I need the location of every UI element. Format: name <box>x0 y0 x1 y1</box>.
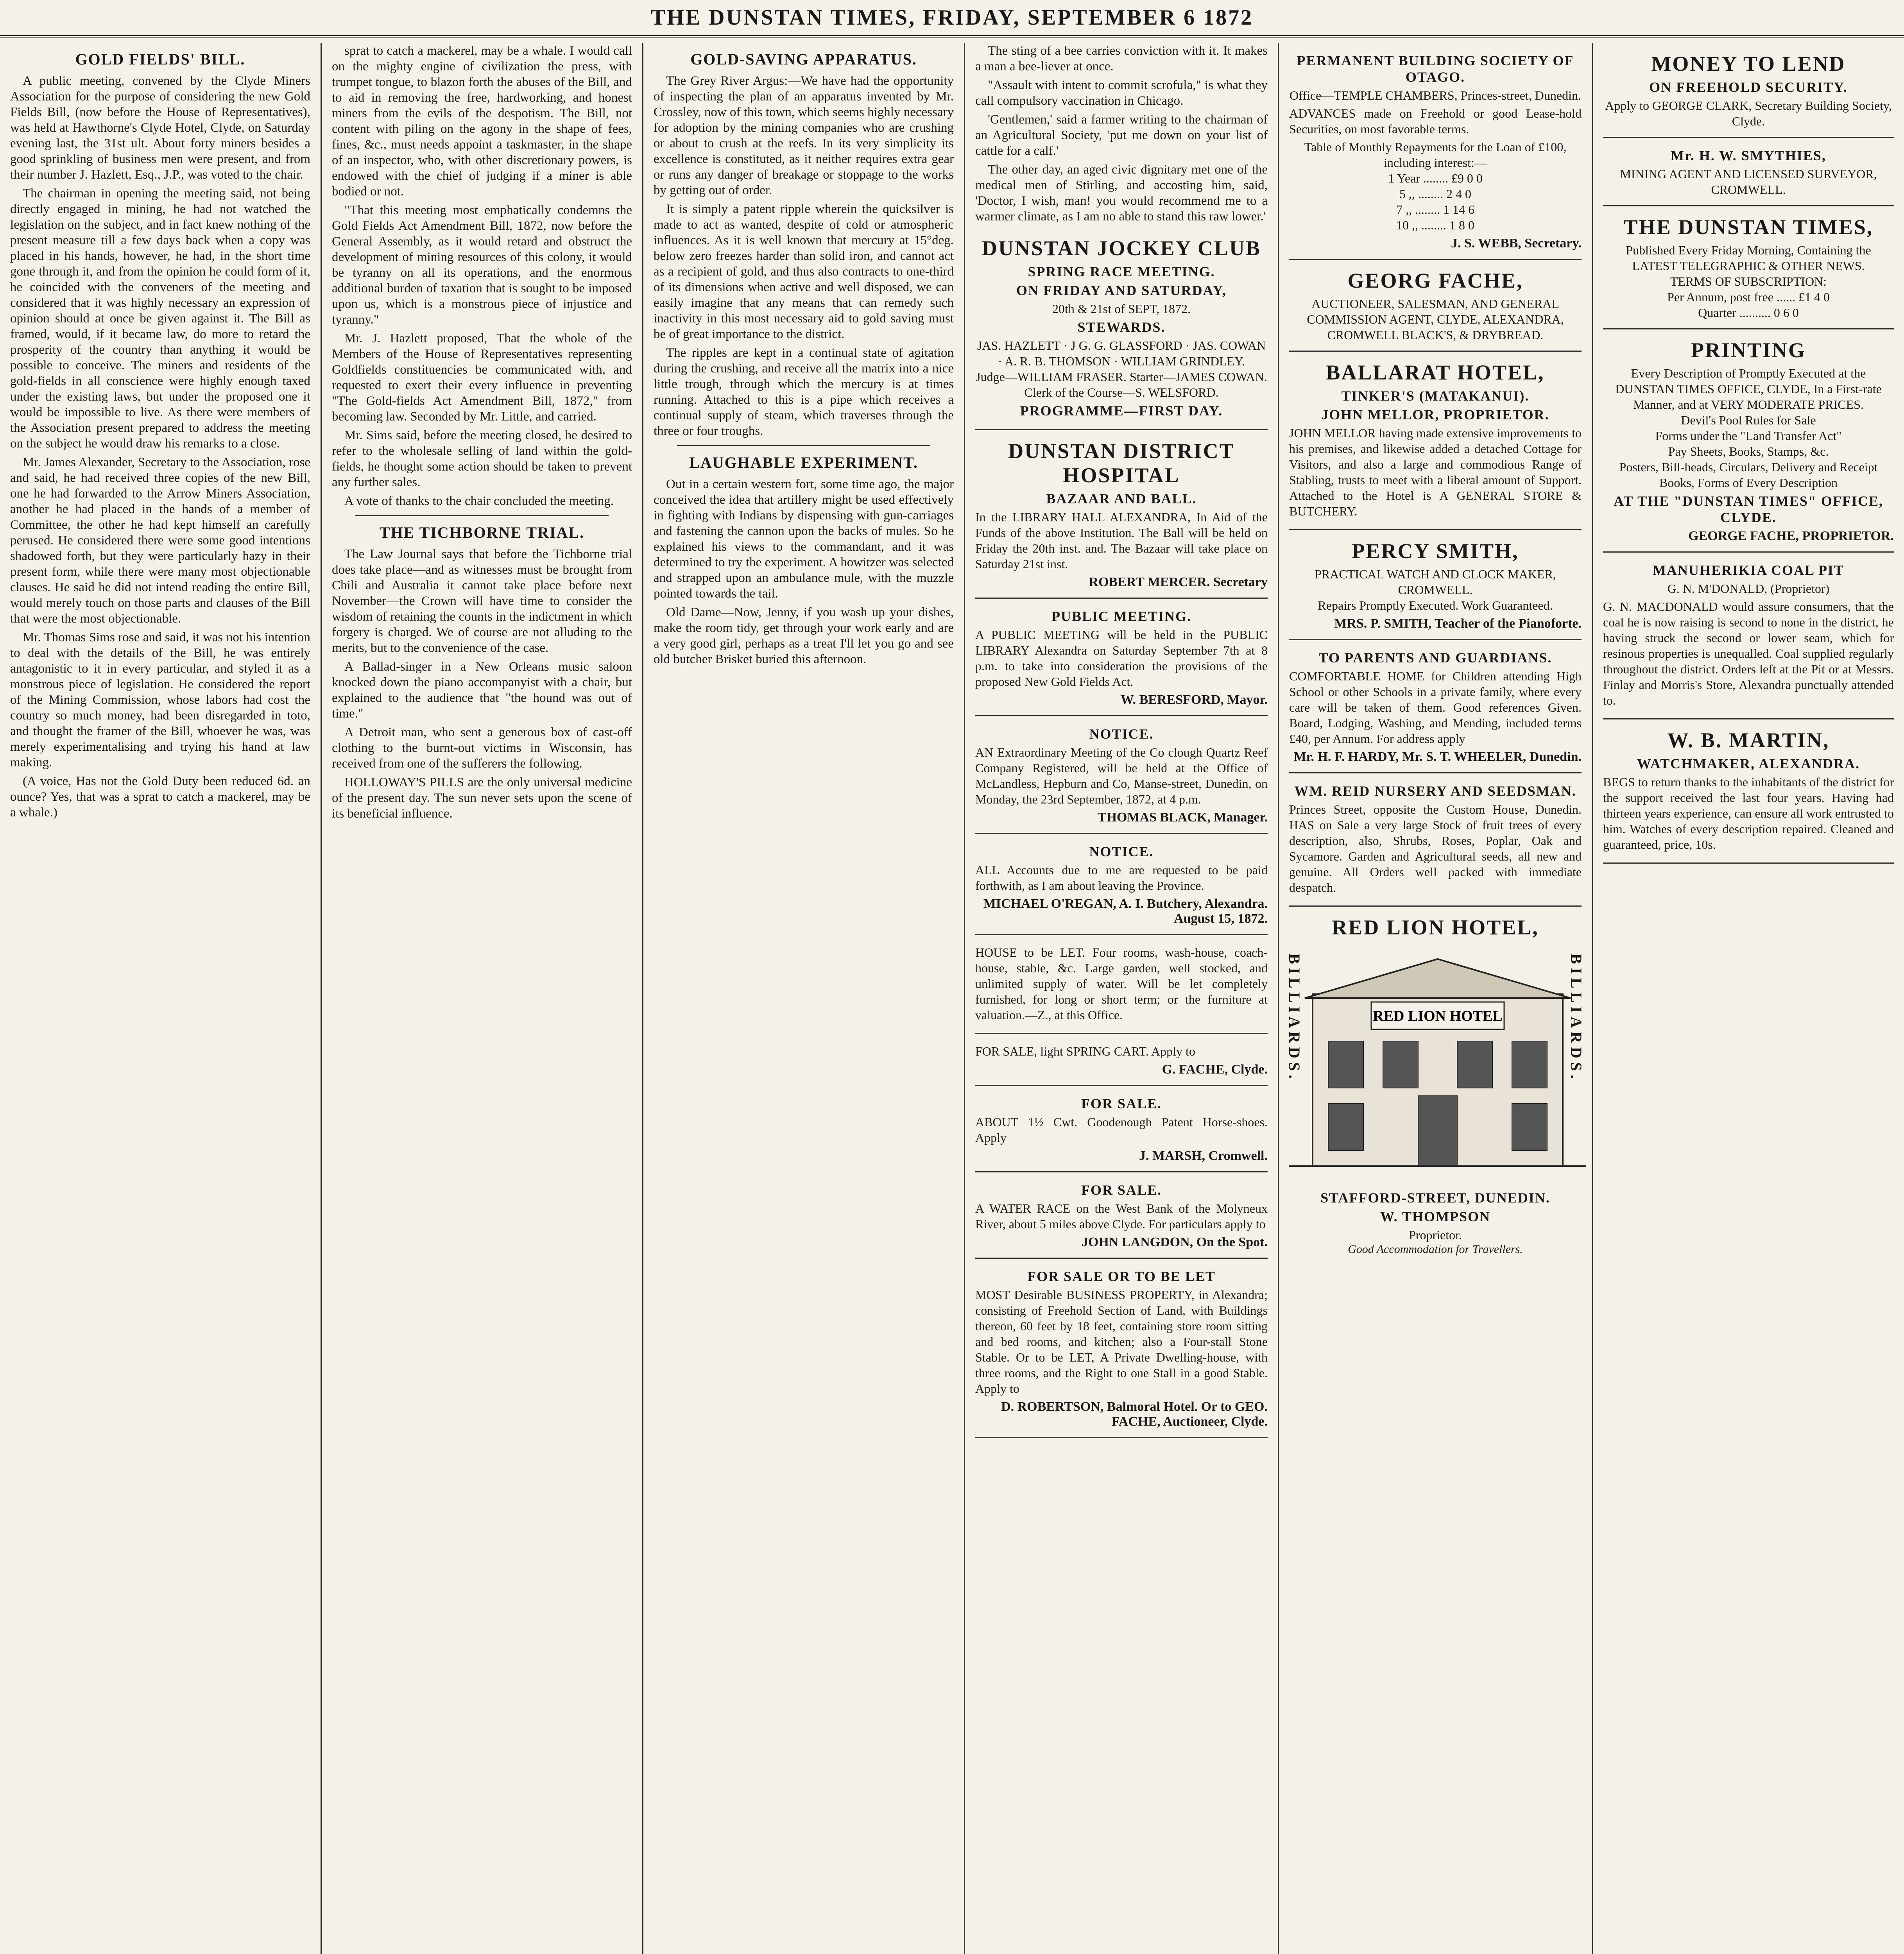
ad-body: ALL Accounts due to me are requested to be paid forthwith, as I am about leaving the Province. <box>975 863 1268 893</box>
divider <box>355 515 609 516</box>
hospital-ad <box>975 430 1268 599</box>
ad-heading: RED LION HOTEL, <box>1332 916 1539 939</box>
guardians-ad <box>1289 640 1582 773</box>
ad-subheading: ON FREEHOLD SECURITY. <box>1649 79 1848 95</box>
hotel-building-illustration <box>1289 947 1586 1182</box>
nursery-ad <box>1289 773 1582 907</box>
repayment-table-title: Table of Monthly Repayments for the Loan of £100, including interest:— <box>1304 140 1567 170</box>
hotel-engraving <box>1289 947 1586 1182</box>
ad-heading: FOR SALE. <box>1081 1182 1162 1198</box>
billiards-side-label: BILLIARDS. <box>1286 954 1303 1083</box>
ad-signature: J. MARSH, Cromwell. <box>1139 1149 1268 1163</box>
ad-body: COMFORTABLE HOME for Children attending High School or other Schools in a private family, where every care will be taken of them. Good references Given. Board, Lodging, Washing, and Mending, included terms £40, per Annum. For address apply <box>1289 669 1582 746</box>
ad-body: In the LIBRARY HALL ALEXANDRA, In Aid of the Funds of the above Institution. The Ball will be held on Friday the 20th inst. and. The Bazaar will take place on Saturday 21st inst. <box>975 510 1268 571</box>
article-paragraph: Mr. James Alexander, Secretary to the Association, rose and said, he had received three copies of the new Bill, one he had forwarded to the Arrow Miners Association, another he had placed in the hands of a member of Committee, the other he had kept himself an carefully perused. He considered there were some good intentions shadowed forth, but they were particularly hazy in their present form, while there were many most objectionable clauses. He said he did not intend reading the entire Bill, would merely touch on those parts and clauses of the Bill that were the most objectionable. <box>10 455 310 626</box>
article-paragraph: "Assault with intent to commit scrofula," is what they call compulsory vaccination in Chicago. <box>975 78 1268 108</box>
ad-body: Princes Street, opposite the Custom House, Dunedin. HAS on Sale a very large Stock of fruit trees of every description, also, Shrubs, Roses, Poplar, Oak and Sycamore. Garden and Agricultural seeds, all new and genuine. All Orders well packed with immediate despatch. <box>1289 802 1582 895</box>
article-title: THE TICHBORNE TRIAL. <box>379 524 585 541</box>
public-meeting-ad <box>975 599 1268 716</box>
house-to-let-ad <box>975 935 1268 1034</box>
ad-body: AUCTIONEER, SALESMAN, AND GENERAL COMMISSION AGENT, CLYDE, ALEXANDRA, CROMWELL BLACK'S, & DRYBREAD. <box>1307 297 1564 342</box>
notice-ad <box>975 716 1268 834</box>
ad-subheading: BAZAAR AND BALL. <box>1046 491 1197 506</box>
subscription-row: Per Annum, post free ...... £1 4 0 <box>1667 290 1830 304</box>
ad-body: FOR SALE, light SPRING CART. Apply to <box>975 1044 1195 1058</box>
subscription-row: Quarter .......... 0 6 0 <box>1698 306 1799 320</box>
repayment-row: 1 Year ........ £9 0 0 <box>1388 171 1483 185</box>
repayment-row: 7 ,, ........ 1 14 6 <box>1396 202 1474 217</box>
ad-body: G. N. MACDONALD would assure consumers, that the coal he is now raising is second to none in the district, he having struck the second or lower seam, which for resinous properties is unequalled. Coal supplied regularly throughout the district. Orders left at the Pit or at Messrs. Finlay and Morris's Store, Alexandra punctually attended to. <box>1603 599 1894 707</box>
watchmaker-ad <box>1603 719 1894 864</box>
ad-body: AN Extraordinary Meeting of the Co clough Quartz Reef Company Registered, will be held at the Office of McLandless, Hepburn and Co, Manse-street, Dunedin, on Monday, the 23rd September, 1872, at 4 p.m. <box>975 745 1268 806</box>
ad-body: Every Description of Promptly Executed at the DUNSTAN TIMES OFFICE, CLYDE, In a First-rate Manner, and at VERY MODERATE PRICES. <box>1615 366 1882 412</box>
article-title: GOLD-SAVING APPARATUS. <box>690 50 917 68</box>
billiards-side-label: BILLIARDS. <box>1567 954 1585 1083</box>
ad-heading: W. B. MARTIN, <box>1667 728 1830 752</box>
article-paragraph: A Detroit man, who sent a generous box of cast-off clothing to the burnt-out victims in Wisconsin, has received from one of the sufferers the following. <box>332 725 632 771</box>
column-5 <box>1279 43 1592 1954</box>
dunstan-times-ad <box>1603 206 1894 329</box>
ad-signature: JOHN LANGDON, On the Spot. <box>1081 1235 1268 1249</box>
spring-cart-ad <box>975 1034 1268 1086</box>
ad-subheading: PRACTICAL WATCH AND CLOCK MAKER, CROMWELL. <box>1315 567 1556 597</box>
ad-footer: Good Accommodation for Travellers. <box>1348 1243 1523 1256</box>
column-2 <box>322 43 642 1954</box>
ad-body: Published Every Friday Morning, Containing the LATEST TELEGRAPHIC & OTHER NEWS. <box>1626 243 1871 273</box>
ad-signature: Mr. H. F. HARDY, Mr. S. T. WHEELER, Dunedin. <box>1293 750 1582 764</box>
ad-body: Repairs Promptly Executed. Work Guaranteed. <box>1318 598 1553 612</box>
ad-signature: MICHAEL O'REGAN, A. I. Butchery, Alexandra. August 15, 1872. <box>983 896 1268 926</box>
column-1 <box>0 43 321 1954</box>
red-lion-hotel-ad <box>1286 907 1585 1264</box>
money-to-lend-ad <box>1603 43 1894 138</box>
article-paragraph: The other day, an aged civic dignitary met one of the medical men of Stirling, and accosting him, said, 'Doctor, I wish, man! you would recommend me to a warmer climate, as I am no able to stand this raw lower.' <box>975 163 1268 224</box>
article-paragraph: Old Dame—Now, Jenny, if you wash up your dishes, make the room tidy, get through your work early and are a very good girl, perhaps as a treat I'll let you go and see old butcher Brisket buried this afternoon. <box>654 605 954 666</box>
ad-body: ABOUT 1½ Cwt. Goodenough Patent Horse-shoes. Apply <box>975 1115 1268 1145</box>
ad-heading: TO PARENTS AND GUARDIANS. <box>1318 650 1552 666</box>
surveyor-ad <box>1603 138 1894 206</box>
building-society-ad <box>1289 43 1582 260</box>
ad-heading: WM. REID NURSERY AND SEEDSMAN. <box>1294 783 1576 799</box>
article-paragraph: Mr. Thomas Sims rose and said, it was not his intention to deal with the details of the Bill, he was entirely antagonistic to it in every particular, and styled it as a monstrous piece of legislation. He considered the report of the Mining Commission, whose labors had cost the country so much money, had been disregarded in toto, and thought the framer of the Bill, whoever he was, was merely experimentalising and trying his hand at law making. <box>10 630 310 769</box>
for-sale-ad <box>975 1172 1268 1259</box>
ad-heading: NOTICE. <box>1089 726 1154 742</box>
ad-signature: J. S. WEBB, Secretary. <box>1451 236 1582 251</box>
ad-address: Office—TEMPLE CHAMBERS, Princes-street, Dunedin. <box>1290 88 1581 102</box>
article-paragraph: The ripples are kept in a continual state of agitation during the crushing, and receive all the matrix into a nice little trough, through which the mercury is at times running. Attached to this is a pipe which receives a continual supply of steam, which traverses through the three or four troughs. <box>654 346 954 438</box>
for-sale-ad <box>975 1086 1268 1172</box>
repayment-row: 5 ,, ........ 2 4 0 <box>1399 187 1471 201</box>
article-paragraph: (A voice, Has not the Gold Duty been reduced 6d. an ounce? Yes, that was a sprat to catch a mackerel, may be a whale.) <box>10 774 310 820</box>
ad-signature: W. BERESFORD, Mayor. <box>1120 692 1268 707</box>
ad-subheading: TINKER'S (MATAKANUI). <box>1341 388 1530 404</box>
programme-heading: PROGRAMME—FIRST DAY. <box>1020 403 1223 419</box>
ad-subheading: WATCHMAKER, ALEXANDRA. <box>1637 756 1860 771</box>
article-paragraph: The Law Journal says that before the Tichborne trial does take place—and as witnesses must be brought from Chili and Australia it cannot take place before next November—the Crown will have time to consider the wisdom of retaining the counts in the indictment in which forgery is charged. We of course are not alluding to the merits, but to the convenience of the case. <box>332 547 632 655</box>
ad-address: STAFFORD-STREET, DUNEDIN. <box>1320 1190 1550 1206</box>
coal-pit-ad <box>1603 553 1894 719</box>
ad-heading: THE DUNSTAN TIMES, <box>1623 215 1874 239</box>
article-paragraph: 'Gentlemen,' said a farmer writing to the chairman of an Agricultural Society, 'put me down on your list of cattle for a calf.' <box>975 113 1268 158</box>
ad-heading: DUNSTAN JOCKEY CLUB <box>982 236 1261 260</box>
ad-signature: ROBERT MERCER. Secretary <box>1089 575 1268 589</box>
ad-subheading: SPRING RACE MEETING. <box>1028 264 1215 279</box>
watchmaker-ad <box>1289 530 1582 640</box>
printing-list-item: Forms under the "Land Transfer Act" <box>1655 429 1842 443</box>
hotel-ad <box>1289 352 1582 530</box>
notice-ad <box>975 834 1268 935</box>
ad-heading: PRINTING <box>1691 338 1806 362</box>
ad-body: MOST Desirable BUSINESS PROPERTY, in Alexandra; consisting of Freehold Section of Land, with Buildings thereon, 60 feet by 18 feet, containing store room sitting and bed rooms, and kitchen; also a Four-stall Stone Stable. Or to be LET, A Private Dwelling-house, with three rooms, and the Right to one Stall in a good Stable. Apply to <box>975 1288 1268 1396</box>
ad-body: A WATER RACE on the West Bank of the Molyneux River, about 5 miles above Clyde. For particulars apply to <box>975 1201 1268 1231</box>
ad-proprietor-title: Proprietor. <box>1409 1228 1462 1242</box>
ad-subheading: STEWARDS. <box>1077 319 1166 335</box>
ad-signature: MRS. P. SMITH, Teacher of the Pianoforte. <box>1334 616 1582 631</box>
repayment-row: 10 ,, ........ 1 8 0 <box>1396 218 1474 232</box>
printing-list-item: AT THE "DUNSTAN TIMES" OFFICE, CLYDE. <box>1614 493 1883 525</box>
printing-list-item: Devil's Pool Rules for Sale <box>1681 413 1816 427</box>
article-title: GOLD FIELDS' BILL. <box>75 50 245 68</box>
ad-heading: FOR SALE. <box>1081 1096 1162 1111</box>
ad-heading: PERCY SMITH, <box>1352 539 1519 563</box>
ad-body: Apply to GEORGE CLARK, Secretary Building Society, Clyde. <box>1605 98 1892 128</box>
ad-dates: ON FRIDAY AND SATURDAY, <box>1016 283 1227 298</box>
printing-list-item: Pay Sheets, Books, Stamps, &c. <box>1668 444 1829 458</box>
hotel-sign-text: RED LION HOTEL <box>1373 1008 1503 1024</box>
ad-body: MINING AGENT AND LICENSED SURVEYOR, CROMWELL. <box>1620 167 1877 197</box>
article-paragraph: A public meeting, convened by the Clyde Miners Association for the purpose of considering the new Gold Fields Bill, (now before the House of Representatives), was held at Hawthorne's Clyde Hotel, Clyde, on Saturday evening last, the 31st ult. About forty miners besides a good sprinkling of business men were present, and from their number J. Hazlett, Esq., J.P., was voted to the chair. <box>10 74 310 182</box>
subscription-title: TERMS OF SUBSCRIPTION: <box>1670 274 1827 288</box>
article-paragraph: "That this meeting most emphatically condemns the Gold Fields Act Amendment Bill, 1872, now before the General Assembly, as it would retard and obstruct the development of mining resources of this colony, it would be tyranny on all its operations, and the enormous additional burden of taxation that is sought to be imposed upon us, which is a monstrous piece of injustice and tyranny." <box>332 203 632 327</box>
ad-heading: PERMANENT BUILDING SOCIETY OF OTAGO. <box>1297 53 1574 85</box>
ad-subheading: G. N. M'DONALD, (Proprietor) <box>1667 582 1830 596</box>
article-paragraph: The Grey River Argus:—We have had the opportunity of inspecting the plan of an apparatus invented by Mr. Crossley, now of this town, which seems highly necessary for adoption by the mining companies who are crushing or about to crush at the reefs. In its very simplicity its excellence is constituted, as it neither requires extra gear or runs any danger of breakage or stoppage to the works by getting out of order. <box>654 74 954 197</box>
ad-heading: DUNSTAN DISTRICT HOSPITAL <box>1008 439 1235 487</box>
ad-heading: NOTICE. <box>1089 844 1154 859</box>
jockey-club-ad <box>975 227 1268 430</box>
column-6 <box>1593 43 1904 1954</box>
ad-body: A PUBLIC MEETING will be held in the PUBLIC LIBRARY Alexandra on Saturday September 7th at 8 p.m. to take into consideration the provisions of the proposed New Gold Fields Act. <box>975 628 1268 689</box>
officials-list: Judge—WILLIAM FRASER. Starter—JAMES COWAN. Clerk of the Course—S. WELSFORD. <box>976 370 1267 399</box>
article-paragraph: It is simply a patent ripple wherein the quicksilver is made to act as wanted, despite of cold or atmospheric influences. As it is well known that mercury at 15°deg. below zero freezes harder than solid iron, and cannot act as a recipient of gold, and thus also contracts to one-third of its dimensions when active and well disposed, we can easily imagine that any means that can remedy such inactivity in this most necessary aid to gold saving must be of great importance to the district. <box>654 202 954 341</box>
article-title: LAUGHABLE EXPERIMENT. <box>689 454 918 471</box>
article-paragraph: Mr. Sims said, before the meeting closed, he desired to refer to the wholesale selling of land within the gold-fields, he thought some action should be taken to prevent any further sales. <box>332 428 632 489</box>
ad-body: JOHN MELLOR having made extensive improvements to his premises, and likewise added a detached Cottage for Visitors, and also a large and commodious Range of Stabling, trusts to meet with a liberal amount of Support. Attached to the Hotel is A GENERAL STORE & BUTCHERY. <box>1289 426 1582 518</box>
ad-signature: D. ROBERTSON, Balmoral Hotel. Or to GEO. FACHE, Auctioneer, Clyde. <box>1001 1399 1268 1429</box>
printing-list-item: Posters, Bill-heads, Circulars, Delivery and Receipt Books, Forms of Every Description <box>1619 460 1878 490</box>
article-paragraph: sprat to catch a mackerel, may be a whale. I would call on the mighty engine of civilization the press, with trumpet tongue, to blazon forth the abuses of the Bill, and to aid in removing the free, hardworking, and honest miners from the evils of the despotism. The Bill, not content with piling on the agony in the shape of fees, fines, &c., must needs appoint a taskmaster, in the shape of an inspector, who, with other discretionary powers, is endowed with the chief of judging if a miner is able bodied or not. <box>332 44 632 199</box>
masthead: THE DUNSTAN TIMES, FRIDAY, SEPTEMBER 6 1872 <box>0 0 1904 38</box>
article-paragraph: A vote of thanks to the chair concluded the meeting. <box>344 494 614 508</box>
ad-heading: GEORG FACHE, <box>1347 269 1523 292</box>
article-paragraph: Out in a certain western fort, some time ago, the major conceived the idea that artillery might be used effectively in fighting with Indians by dispensing with gun-carriages and fastening the cannon upon the backs of mules. So he explained his views to the commandant, and it was determined to try the experiment. A howitzer was selected and strapped upon an ambulance mule, with the muzzle pointed towards the tail. <box>654 477 954 601</box>
column-4 <box>965 43 1278 1954</box>
ad-body: ADVANCES made on Freehold or good Lease-hold Securities, on most favorable terms. <box>1289 106 1582 136</box>
article-paragraph: A Ballad-singer in a New Orleans music saloon knocked down the piano accompanyist with a chair, but explained to the audience that "the hound was out of time." <box>332 660 632 721</box>
column-3 <box>643 43 964 1954</box>
ad-heading: BALLARAT HOTEL, <box>1326 361 1545 384</box>
divider <box>677 445 930 446</box>
ad-signature: THOMAS BLACK, Manager. <box>1097 810 1268 825</box>
article-paragraph: The sting of a bee carries conviction with it. It makes a man a bee-liever at once. <box>975 44 1268 73</box>
ad-dates: 20th & 21st of SEPT, 1872. <box>1052 302 1191 316</box>
ad-heading: PUBLIC MEETING. <box>1051 608 1192 624</box>
for-sale-ad <box>975 1259 1268 1438</box>
ad-body: HOUSE to be LET. Four rooms, wash-house, coach-house, stable, &c. Large garden, well stocked, and unlimited supply of water. Will be let completely furnished, for long or short term; or the furniture at valuation.—Z., at this Office. <box>975 945 1268 1022</box>
auctioneer-ad <box>1289 260 1582 352</box>
article-paragraph: Mr. J. Hazlett proposed, That the whole of the Members of the House of Representatives representing Goldfields constituencies be communicated with, and requested to exert their every influence in preventing "The Gold-fields Act Amendment Bill, 1872," from becoming law. Seconded by Mr. Little, and carried. <box>332 331 632 424</box>
ad-heading: Mr. H. W. SMYTHIES, <box>1671 148 1826 163</box>
ad-proprietor: W. THOMPSON <box>1380 1209 1491 1224</box>
article-paragraph: The chairman in opening the meeting said, not being directly engaged in mining, he had not watched the legislation on the subject, and in fact knew nothing of the present measure till a few days back when a copy was placed in his hands, however, he had, in the short time gone through it, and from the opinion he could form of it, he coincided with the conveners of the meeting and considered that it was highly necessary an expression of opinion should at once be given against it. The Bill as framed, would, if it became law, do more to retard the prosperity of the country than anything it would be possible to conceive. The miners and residents of the gold-fields in all conscience were highly enough taxed under the existing laws, but under the proposed one it would be impossible to live. As there were members of the Association present prepared to address the meeting on the subject he would draw his remarks to a close. <box>10 186 310 451</box>
ad-body: BEGS to return thanks to the inhabitants of the district for the support received the last four years. Having had thirteen years experience, can ensure all work entrusted to him. Watches of every description repaired. Cleaned and guaranteed, price, 10s. <box>1603 775 1894 852</box>
ad-heading: FOR SALE OR TO BE LET <box>1027 1269 1216 1284</box>
ad-proprietor: JOHN MELLOR, PROPRIETOR. <box>1321 407 1549 422</box>
ad-heading: MONEY TO LEND <box>1651 52 1846 75</box>
stewards-list: JAS. HAZLETT · J G. G. GLASSFORD · JAS. COWAN · A. R. B. THOMSON · WILLIAM GRINDLEY. <box>977 338 1266 368</box>
article-paragraph: HOLLOWAY'S PILLS are the only universal medicine of the present day. The sun never sets upon the scene of its beneficial influence. <box>332 775 632 821</box>
ad-heading: MANUHERIKIA COAL PIT <box>1652 562 1845 578</box>
ad-signature: G. FACHE, Clyde. <box>1162 1062 1268 1077</box>
ad-signature: GEORGE FACHE, PROPRIETOR. <box>1688 529 1894 543</box>
printing-ad <box>1603 329 1894 553</box>
